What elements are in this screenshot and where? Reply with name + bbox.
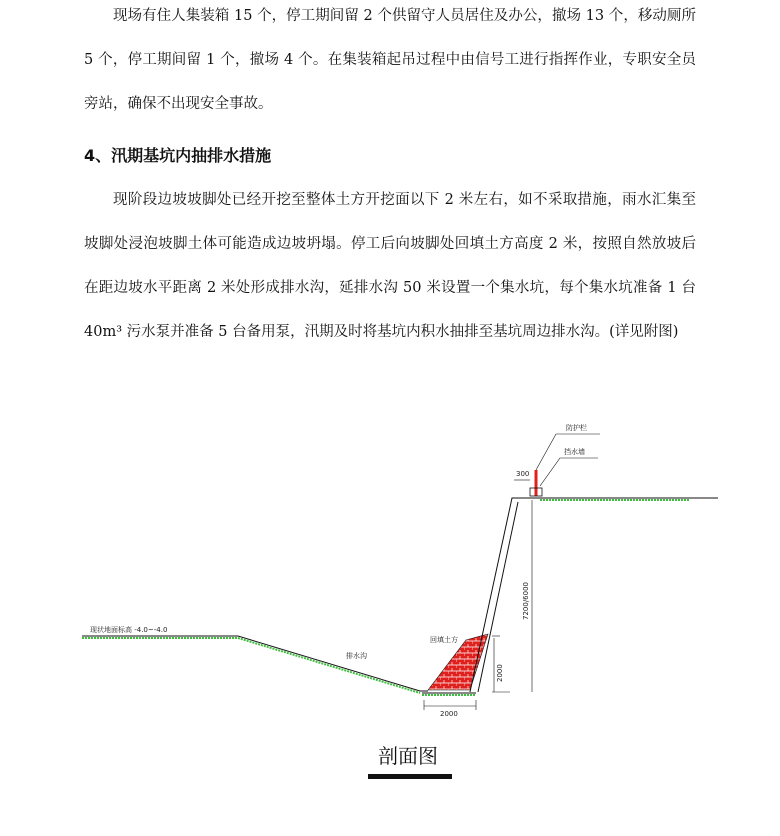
paragraph-text: 现场有住人集装箱 15 个，停工期间留 2 个供留守人员居住及办公，撤场 13 个，移动厕所 5 个，停工期间留 1 个，撤场 4 个。在集装箱起吊过程中由信号工进行指挥作业，专职安全员旁站，确保不出现安全事故。 bbox=[84, 8, 696, 112]
section-drawing bbox=[0, 410, 780, 740]
ground-line bbox=[82, 636, 428, 693]
label-fill: 回填土方 bbox=[430, 636, 458, 644]
label-fill-height: 2000 bbox=[496, 664, 504, 682]
label-height: 7200/6000 bbox=[522, 582, 530, 620]
label-ground: 现状地面标高 -4.0~-4.0 bbox=[90, 626, 168, 634]
label-offset: 300 bbox=[516, 470, 530, 478]
caption-underline bbox=[368, 774, 452, 779]
slope-wall bbox=[470, 434, 718, 692]
paragraph-drainage bbox=[84, 178, 696, 354]
label-ditch-width: 2000 bbox=[440, 710, 458, 718]
figure-caption: 剖面图 bbox=[378, 744, 438, 768]
label-fence-note: 挡水墙 bbox=[564, 448, 585, 456]
label-top-note: 防护栏 bbox=[566, 424, 587, 432]
paragraph-containers bbox=[84, 0, 696, 126]
label-ditch: 排水沟 bbox=[346, 652, 367, 660]
section-heading: 4、汛期基坑内抽排水措施 bbox=[84, 146, 272, 165]
paragraph-text: 现阶段边坡坡脚处已经开挖至整体土方开挖面以下 2 米左右，如不采取措施，雨水汇集至坡脚处浸泡坡脚土体可能造成边坡坍塌。停工后向坡脚处回填土方高度 2 米，按照自然放坡后在距边坡水平距离 2 米处形成排水沟，延排水沟 50 米设置一个集水坑，每个集水坑准备 1 台 40m³ 污水泵并准备 5 台备用泵，汛期及时将基坑内积水抽排至基坑周边排水沟。(详见附图) bbox=[84, 192, 696, 340]
